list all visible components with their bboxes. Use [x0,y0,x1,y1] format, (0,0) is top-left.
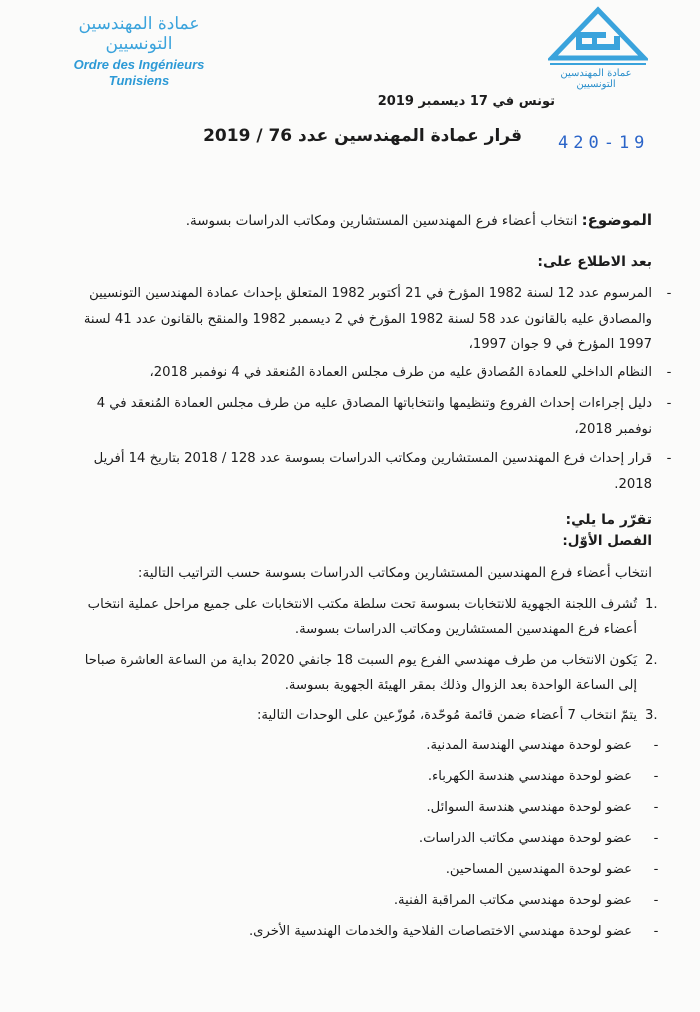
chapter-title: الفصل الأوّل: [562,533,652,549]
article-text: تُشرف اللجنة الجهوية للانتخابات بسوسة تحت سلطة مكتب الانتخابات على جميع مراحل عملية انتخاب أعضاء فرع المهندسين المستشارين ومكاتب الدراسات بسوسة. [87,597,637,637]
list-dash: - [666,365,672,380]
unit-item [72,764,659,789]
unit-text: عضو لوحدة المهندسين المساحين. [445,862,632,877]
list-dash: - [653,831,659,846]
list-dash: - [666,286,672,301]
unit-item [72,826,659,851]
list-dash: - [653,893,659,908]
decides-heading: تقرّر ما يلي: [565,512,652,528]
subject-label: الموضوع: [581,211,652,229]
unit-text: عضو لوحدة مهندسي الاختصاصات الفلاحية والخدمات الهندسية الأخرى. [248,924,632,939]
list-dash: - [653,800,659,815]
article-item [62,703,658,728]
list-dash: - [653,738,659,753]
unit-item [72,733,659,758]
list-dash: - [653,769,659,784]
article-text: يتمّ انتخاب 7 أعضاء ضمن قائمة مُوحّدة، مُوزّعين على الوحدات التالية: [256,708,637,723]
unit-item [72,888,659,913]
reference-text: النظام الداخلي للعمادة المُصادق عليه من طرف مجلس العمادة المُنعقد في 4 نوفمبر 2018، [149,365,652,380]
organization-name-arabic: عمادة المهندسين التونسيين [78,14,200,54]
unit-text: عضو لوحدة مهندسي هندسة السوائل. [426,800,632,815]
unit-text: عضو لوحدة مهندسي الهندسة المدنية. [426,738,632,753]
reference-number-stamp: 420-19 [558,133,650,153]
after-view-heading: بعد الاطلاع على: [537,254,652,270]
reference-item [64,391,672,442]
unit-item [72,919,659,944]
reference-text: المرسوم عدد 12 لسنة 1982 المؤرخ في 21 أكتوبر 1982 المتعلق بإحداث عمادة المهندسين التونسيين والمصادق عليه بالقانون عدد 58 لسنة 1982 المؤرخ في 2 ديسمبر 1982 والمنقح بالقانون عدد 41 لسنة 1997 المؤرخ في 9 جوان 1997، [83,286,652,352]
subject-line [40,207,652,234]
subject-text: انتخاب أعضاء فرع المهندسين المستشارين ومكاتب الدراسات بسوسة. [185,213,582,229]
list-dash: - [666,451,672,466]
unit-item [72,795,659,820]
unit-text: عضو لوحدة مهندسي مكاتب الدراسات. [418,831,632,846]
reference-item [64,281,672,358]
unit-text: عضو لوحدة مهندسي مكاتب المراقبة الفنية. [393,893,632,908]
unit-item [72,857,659,882]
organization-header [44,14,234,89]
unit-text: عضو لوحدة مهندسي هندسة الكهرباء. [427,769,632,784]
list-dash: - [653,862,659,877]
article-item [62,648,658,698]
reference-text: قرار إحداث فرع المهندسين المستشارين ومكاتب الدراسات بسوسة عدد 128 / 2018 بتاريخ 14 أفريل 2018. [93,451,652,492]
article-text: يَكون الانتخاب من طرف مهندسي الفرع يوم السبت 18 جانفي 2020 بداية من الساعة العاشرة صباحا إلى الساعة الواحدة بعد الزوال وذلك بمقر الهيئة الجهوية بسوسة. [84,653,637,693]
ordre-des-ingenieurs-logo [540,6,658,88]
decision-title: قرار عمادة المهندسين عدد 76 / 2019 [203,126,522,146]
logo-caption: عمادة المهندسين التونسيين [560,68,632,90]
logo-icon [548,6,648,68]
chapter-intro: انتخاب أعضاء فرع المهندسين المستشارين ومكاتب الدراسات بسوسة حسب التراتيب التالية: [137,565,652,581]
reference-text: دليل إجراءات إحداث الفروع وتنظيمها وانتخاباتها المصادق عليه من طرف مجلس العمادة المُنعقد في 4 نوفمبر 2018، [96,396,652,437]
reference-item [64,446,672,497]
list-dash: - [653,924,659,939]
article-number: 3. [645,708,658,723]
article-number: 2. [645,653,658,668]
document-date: تونس في 17 ديسمبر 2019 [377,94,555,109]
article-item [62,592,658,642]
list-dash: - [666,396,672,411]
article-number: 1. [645,597,658,612]
reference-item [64,360,672,386]
organization-name-french: Ordre des Ingénieurs Tunisiens [73,57,205,88]
